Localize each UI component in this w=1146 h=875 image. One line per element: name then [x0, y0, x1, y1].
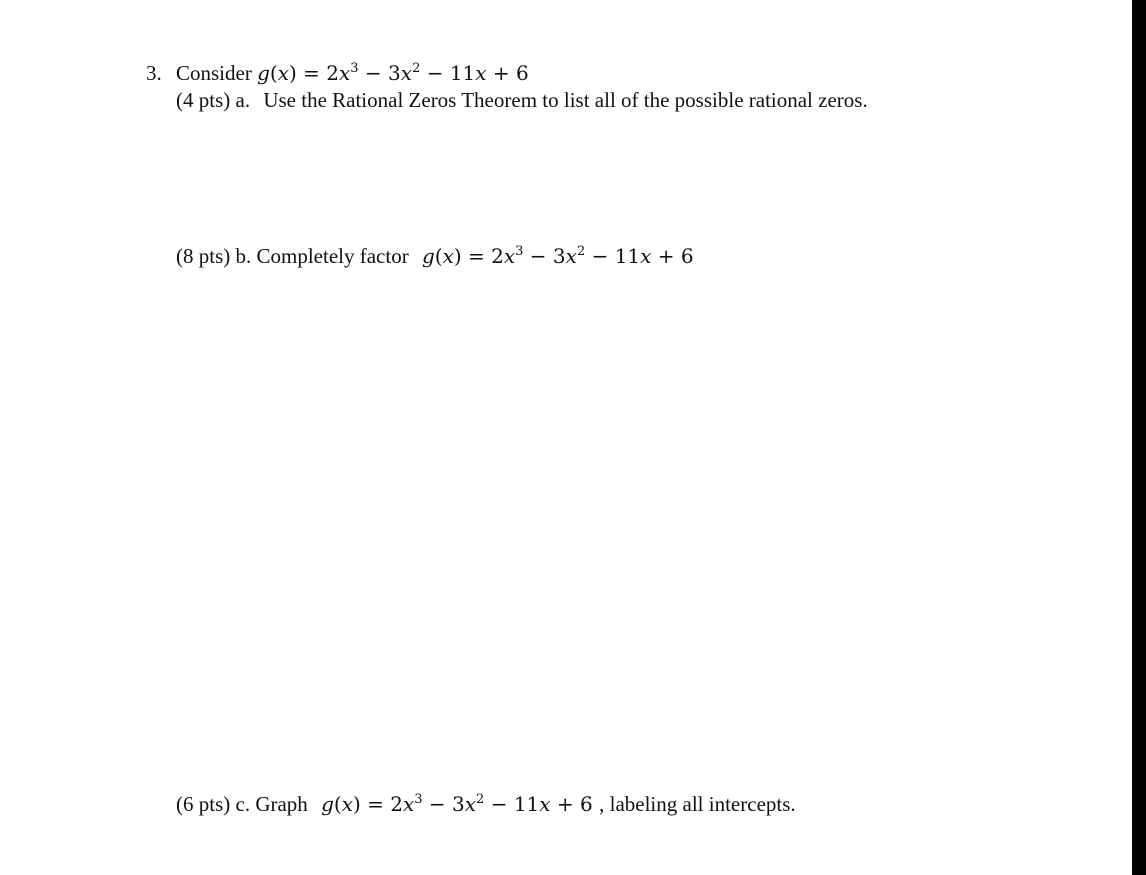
part-b-points: (8 pts)	[176, 244, 231, 268]
question-number: 3.	[146, 61, 162, 85]
part-c-trailing-text: , labeling all intercepts.	[599, 792, 796, 816]
cubic-exponent: 3	[350, 61, 359, 76]
part-a-letter: a.	[235, 88, 251, 112]
quadratic-coefficient: 3	[388, 61, 401, 85]
part-a	[176, 87, 868, 113]
operator: +	[492, 61, 510, 85]
question-statement	[176, 60, 529, 86]
part-a-points: (4 pts)	[176, 88, 231, 112]
part-b-text: Completely factor	[256, 244, 409, 268]
part-c-letter: c.	[235, 792, 251, 816]
function-definition: $g(x) = 2x^3 - 3x^2 - 11x + 6$	[257, 61, 529, 85]
operator: −	[364, 61, 382, 85]
part-b-function: $g(x) = 2x^3 - 3x^2 - 11x + 6$	[421, 244, 694, 268]
part-b	[176, 243, 694, 269]
function-variable: x	[277, 61, 289, 85]
constant-term: 6	[516, 61, 529, 85]
function-name: g	[257, 61, 270, 85]
operator: −	[426, 61, 444, 85]
question-intro-label: Consider	[176, 61, 252, 85]
part-c-function: $g(x) = 2x^3 - 3x^2 - 11x + 6$	[321, 792, 593, 816]
part-a-text: Use the Rational Zeros Theorem to list all of the possible rational zeros.	[263, 88, 868, 112]
window-edge	[1132, 0, 1146, 875]
linear-coefficient: 11	[449, 61, 476, 85]
quadratic-exponent: 2	[412, 61, 421, 76]
part-b-letter: b.	[235, 244, 252, 268]
cubic-coefficient: 2	[326, 61, 339, 85]
part-c	[176, 791, 796, 817]
part-c-points: (6 pts)	[176, 792, 231, 816]
part-c-text: Graph	[255, 792, 308, 816]
